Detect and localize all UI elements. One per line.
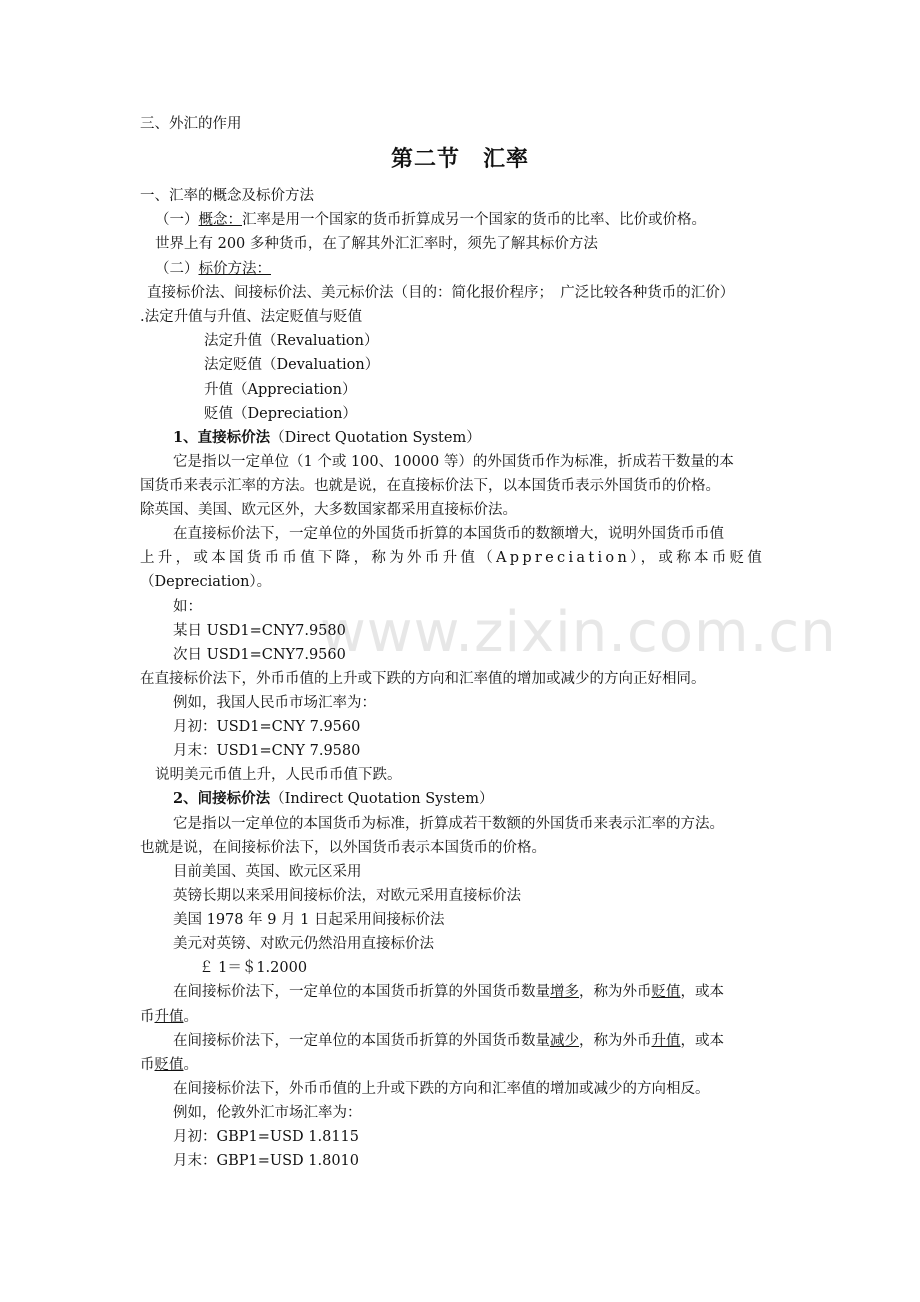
text-span: 在间接标价法下，一定单位的本国货币折算的外国货币数量	[173, 1033, 550, 1049]
direct-heading-num: 1、	[173, 429, 198, 446]
list-line: 美国 1978 年 9 月 1 日起采用间接标价法	[173, 912, 445, 928]
list-line: 英镑长期以来采用间接标价法，对欧元采用直接标价法	[173, 888, 521, 904]
paragraph-line: 它是指以一定单位的本国货币为标准，折算成若干数额的外国货币来表示汇率的方法。	[173, 816, 724, 832]
paragraph-line: 上升，或本国货币币值下降，称为外币升值（Appreciation），或称本币贬值	[140, 550, 766, 566]
term-item: 法定贬值（Devaluation）	[204, 357, 380, 373]
paragraph-line: （Depreciation）。	[140, 574, 272, 590]
rate-line: 月初：USD1=CNY 7.9560	[173, 719, 361, 735]
paragraph-line: 它是指以一定单位（1 个或 100、10000 等）的外国货币作为标准，折成若干数量的本	[173, 454, 734, 470]
rule-line: 在直接标价法下，外币币值的上升或下跌的方向和汇率值的增加或减少的方向正好相同。	[140, 671, 706, 687]
text-span: 在间接标价法下，一定单位的本国货币折算的外国货币数量	[173, 984, 550, 1000]
indirect-heading-num: 2、	[173, 790, 198, 807]
paragraph-line: 也就是说，在间接标价法下，以外国货币表示本国货币的价格。	[140, 840, 546, 856]
conclusion-line: 说明美元币值上升，人民币币值下跌。	[155, 767, 402, 783]
example-line: 某日 USD1=CNY7.9580	[173, 623, 346, 639]
term-item: 贬值（Depreciation）	[204, 406, 357, 422]
paragraph-line: 国货币来表示汇率的方法。也就是说，在直接标价法下，以本国货币表示外国货币的价格。	[140, 478, 720, 494]
text-span: ，称为外币	[579, 984, 652, 1000]
paragraph-line	[140, 1007, 198, 1027]
text-span: 币	[140, 1009, 155, 1025]
direct-heading-bold: 直接标价法	[197, 429, 271, 446]
revalue-line: .法定升值与升值、法定贬值与贬值	[140, 309, 363, 325]
rate-line: 月初：GBP1=USD 1.8115	[173, 1129, 359, 1145]
watermark: www.zixin.com.cn	[320, 600, 837, 665]
rate-line: 月末：GBP1=USD 1.8010	[173, 1153, 359, 1169]
underlined-term: 减少	[550, 1033, 579, 1049]
paragraph-line	[173, 982, 724, 1002]
heading-top: 三、外汇的作用	[140, 116, 242, 132]
heading-1: 一、汇率的概念及标价方法	[140, 188, 314, 204]
example-line: 次日 USD1=CNY7.9560	[173, 647, 346, 663]
concept-text: 汇率是用一个国家的货币折算成另一个国家的货币的比率、比价或价格。	[242, 212, 706, 228]
indirect-heading-en: （Indirect Quotation System）	[270, 791, 494, 807]
example-label: 如：	[173, 599, 202, 615]
text-span: 。	[183, 1057, 198, 1073]
underlined-term: 贬值	[154, 1057, 184, 1073]
term-item: 法定升值（Revaluation）	[204, 333, 379, 349]
paragraph-line	[140, 1055, 198, 1075]
section-title: 第二节 汇率	[390, 147, 529, 172]
term-item: 升值（Appreciation）	[204, 382, 357, 398]
concept-line	[155, 210, 706, 230]
text-span: ，或本	[680, 1033, 724, 1049]
list-line: 目前美国、英国、欧元区采用	[173, 864, 362, 880]
method-label: 标价方法：	[198, 261, 271, 277]
underlined-term: 贬值	[651, 984, 681, 1000]
paragraph-line: 在直接标价法下，一定单位的外国货币折算的本国货币的数额增大，说明外国货币币值	[173, 526, 724, 542]
example-intro: 例如，伦敦外汇市场汇率为：	[173, 1105, 362, 1121]
direct-heading-en: （Direct Quotation System）	[270, 430, 481, 446]
pound-dollar-line: ￡ 1＝＄1.2000	[199, 960, 308, 976]
paragraph-line	[173, 1031, 724, 1051]
concept-label: 概念：	[198, 212, 242, 228]
text-span: 。	[183, 1009, 198, 1025]
underlined-term: 增多	[550, 984, 579, 1000]
underlined-term: 升值	[651, 1033, 681, 1049]
text-span: ，或本	[680, 984, 724, 1000]
list-line: 美元对英镑、对欧元仍然沿用直接标价法	[173, 936, 434, 952]
method-line	[155, 259, 271, 279]
paragraph-line: 除英国、美国、欧元区外，大多数国家都采用直接标价法。	[140, 502, 517, 518]
example-intro: 例如，我国人民币市场汇率为：	[173, 695, 376, 711]
text-span: ，称为外币	[579, 1033, 652, 1049]
method-prefix: （二）	[155, 261, 199, 277]
world-line: 世界上有 200 多种货币，在了解其外汇汇率时，须先了解其标价方法	[155, 236, 598, 252]
rule-line: 在间接标价法下，外币币值的上升或下跌的方向和汇率值的增加或减少的方向相反。	[173, 1081, 710, 1097]
text-span: 币	[140, 1057, 155, 1073]
indirect-heading	[173, 789, 493, 809]
methods-line: 直接标价法、间接标价法、美元标价法（目的：简化报价程序； 广泛比较各种货币的汇价）	[147, 285, 735, 301]
concept-prefix: （一）	[155, 212, 199, 228]
direct-heading	[173, 428, 481, 448]
indirect-heading-bold: 间接标价法	[197, 790, 271, 807]
underlined-term: 升值	[154, 1009, 184, 1025]
rate-line: 月末：USD1=CNY 7.9580	[173, 743, 361, 759]
